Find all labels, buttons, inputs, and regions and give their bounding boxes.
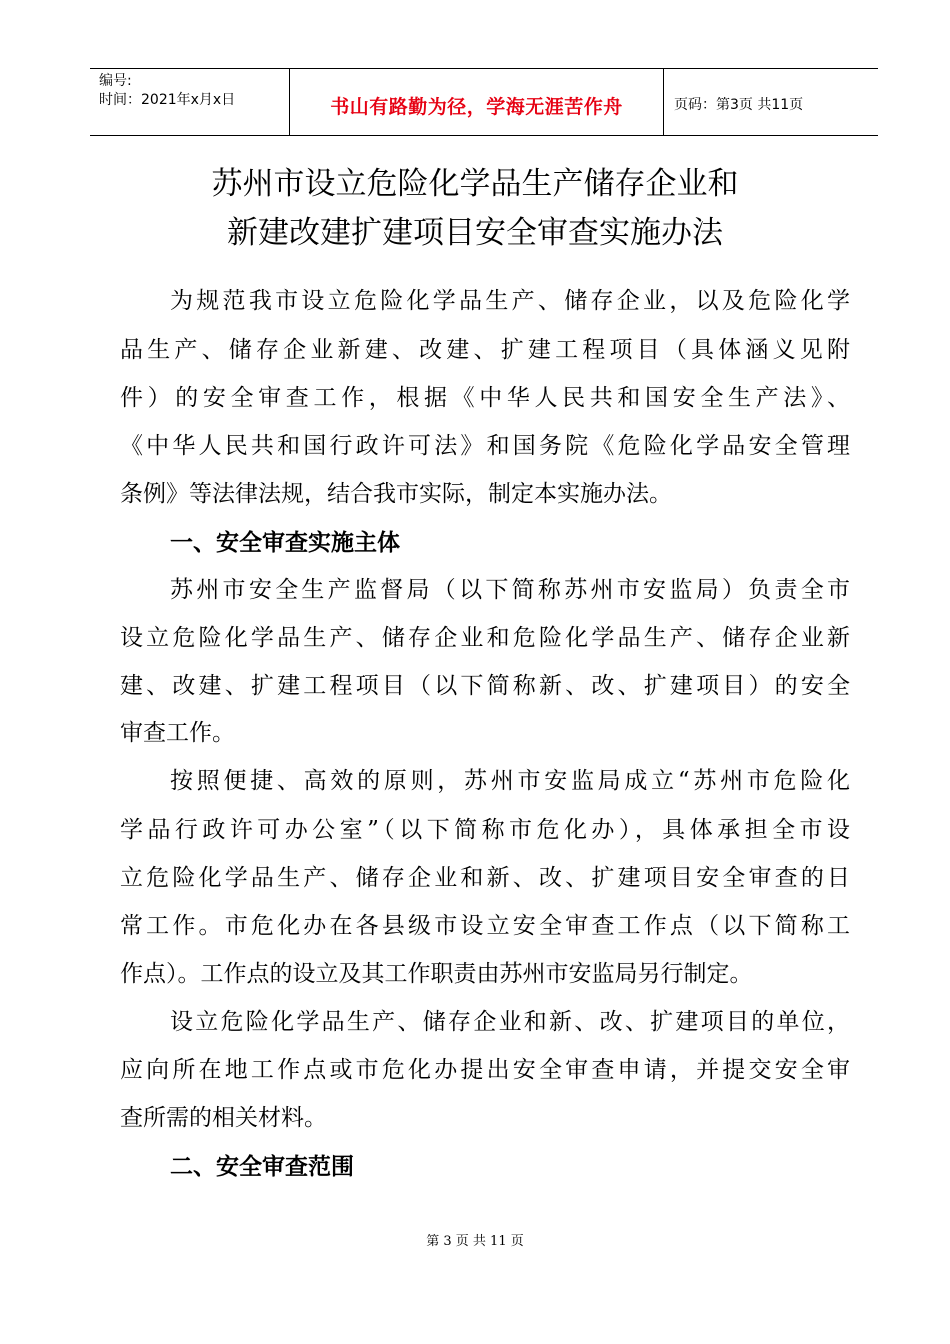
paragraph-line: 审查工作。 xyxy=(120,720,235,746)
document-number-label: 编号: xyxy=(99,73,132,89)
header-meta-cell xyxy=(90,69,290,135)
paragraph-line: 学品行政许可办公室”（以下简称市危化办），具体承担全市设 xyxy=(120,817,850,843)
document-title-line-1: 苏州市设立危险化学品生产储存企业和 xyxy=(211,166,739,202)
paragraph-line: 《中华人民共和国行政许可法》和国务院《危险化学品安全管理 xyxy=(120,433,850,459)
document-time-label: 时间：2021年x月x日 xyxy=(99,92,236,108)
paragraph-line: 按照便捷、高效的原则，苏州市安监局成立“苏州市危险化 xyxy=(170,768,850,794)
paragraph-line: 为规范我市设立危险化学品生产、储存企业，以及危险化学 xyxy=(170,288,850,314)
header-page-number: 页码：第3页 共11页 xyxy=(674,97,804,113)
section-heading: 一、安全审查实施主体 xyxy=(170,530,400,556)
document-title-line-2: 新建改建扩建项目安全审查实施办法 xyxy=(227,215,723,251)
paragraph-line: 应向所在地工作点或市危化办提出安全审查申请，并提交安全审 xyxy=(120,1057,850,1083)
page-header xyxy=(90,68,878,136)
header-page-cell xyxy=(664,69,878,135)
paragraph-line: 设立危险化学品生产、储存企业和新、改、扩建项目的单位， xyxy=(170,1009,850,1035)
paragraph-line: 苏州市安全生产监督局（以下简称苏州市安监局）负责全市 xyxy=(170,577,850,603)
paragraph-line: 立危险化学品生产、储存企业和新、改、扩建项目安全审查的日 xyxy=(120,865,850,891)
page-footer: 第 3 页 共 11 页 xyxy=(426,1234,524,1249)
header-motto-cell xyxy=(290,69,664,135)
paragraph-line: 查所需的相关材料。 xyxy=(120,1105,327,1131)
paragraph-line: 件）的安全审查工作，根据《中华人民共和国安全生产法》、 xyxy=(120,385,850,411)
paragraph-line: 作点）。工作点的设立及其工作职责由苏州市安监局另行制定。 xyxy=(120,961,753,987)
paragraph-line: 品生产、储存企业新建、改建、扩建工程项目（具体涵义见附 xyxy=(120,337,850,363)
paragraph-line: 建、改建、扩建工程项目（以下简称新、改、扩建项目）的安全 xyxy=(120,673,850,699)
paragraph-line: 常工作。市危化办在各县级市设立安全审查工作点（以下简称工 xyxy=(120,913,850,939)
section-heading: 二、安全审查范围 xyxy=(170,1154,354,1180)
header-motto: 书山有路勤为径，学海无涯苦作舟 xyxy=(330,96,623,118)
paragraph-line: 条例》等法律法规，结合我市实际，制定本实施办法。 xyxy=(120,481,672,507)
paragraph-line: 设立危险化学品生产、储存企业和危险化学品生产、储存企业新 xyxy=(120,625,850,651)
